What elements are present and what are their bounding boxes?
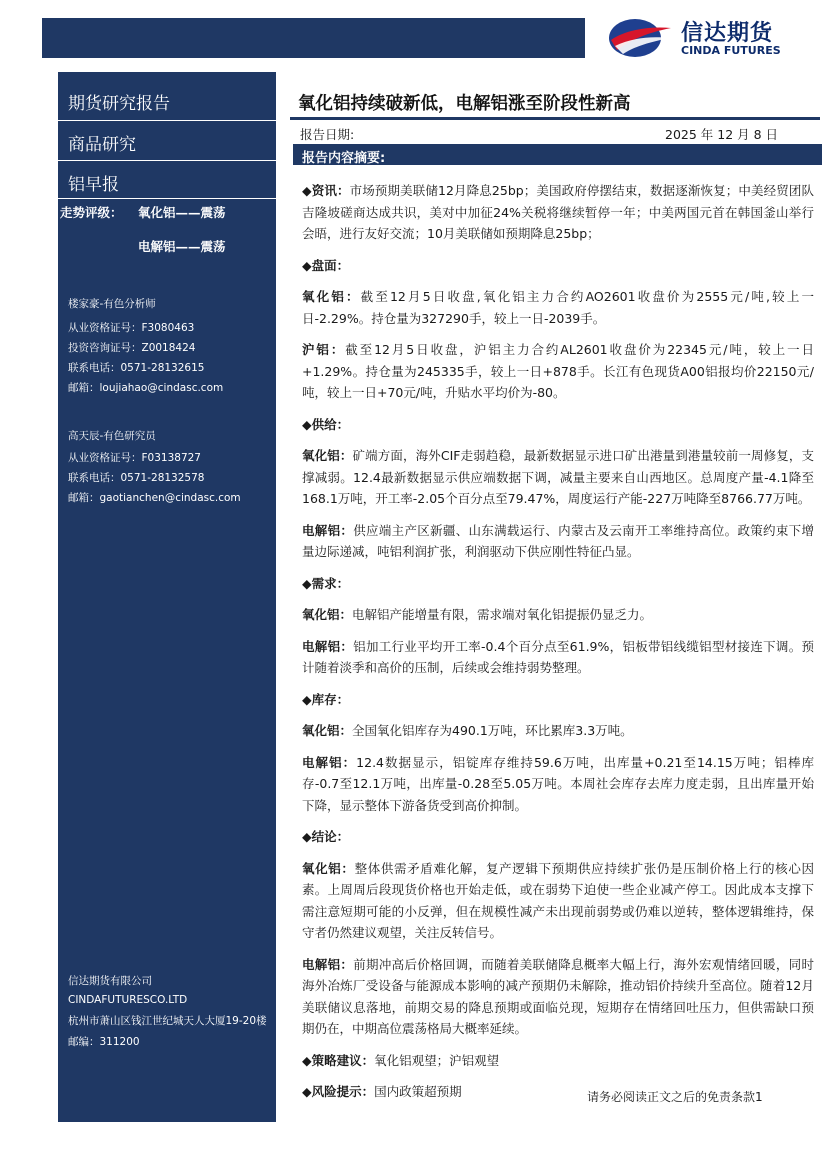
item-label: 电解铝： [302, 956, 354, 972]
inventory-alumina-paragraph [302, 720, 814, 742]
inventory-el-paragraph [302, 752, 814, 817]
item-label: 电解铝： [302, 638, 354, 654]
sidebar-category-aluminum: 铝早报 [68, 175, 119, 195]
item-label: 氧化铝： [302, 289, 361, 304]
item-label: 氧化铝： [302, 860, 355, 876]
sidebar [58, 72, 276, 1122]
item-text: 12.4数据显示，铝锭库存维持59.6万吨，出库量+0.21至14.15万吨；铝棒库存-0.7至12.1万吨，出库量-0.28至5.05万吨。本周社会库存去库力度走弱，且出库量开始下降，显示整体下游备货受到高价抑制。 [302, 754, 814, 813]
item-text: 截至12月5日收盘，沪铝主力合约AL2601收盘价为22345元/吨，较上一日+1.29%。持仓量为245335手，较上一日+878手。长江有色现货A00铝报均价22150元/吨，较上一日+70元/吨，升贴水平均价为-80。 [302, 342, 814, 400]
company-website[interactable]: CINDAFUTURESCO.LTD [68, 994, 188, 1006]
sidebar-category-report-type: 期货研究报告 [68, 94, 170, 114]
analyst-email[interactable]: 邮箱：loujiahao@cindasc.com [68, 382, 224, 394]
section-label-risk: ◆风险提示： [302, 1084, 375, 1099]
demand-alumina-paragraph [302, 604, 814, 626]
item-text: 矿端方面，海外CIF走弱趋稳，最新数据显示进口矿出港量到港量较前一周修复，支撑减弱。12.4最新数据显示供应端数据下调，减量主要来自山西地区。总周度产量-4.1降至168.1万吨，开工率-2.05个百分点至79.47%，周度运行产能-227万吨降至8766.77万吨。 [302, 448, 814, 506]
item-label: 电解铝： [302, 522, 354, 538]
analyst-email[interactable]: 邮箱：gaotianchen@cindasc.com [68, 492, 241, 504]
logo-swoosh-icon [605, 16, 675, 60]
section-label-supply: ◆供给： [302, 416, 350, 432]
risk-text: 国内政策超预期 [374, 1084, 462, 1099]
header-bar [42, 18, 585, 58]
item-label: 沪铝： [302, 342, 346, 357]
footer-disclaimer-note: 请务必阅读正文之后的免责条款1 [587, 1090, 763, 1104]
market-alumina-paragraph [302, 286, 814, 329]
company-name: 信达期货有限公司 [68, 975, 152, 987]
strategy-paragraph [302, 1050, 814, 1072]
report-title: 氧化铝持续破新低，电解铝涨至阶段性新高 [298, 94, 631, 114]
summary-header-label: 报告内容摘要: [302, 151, 386, 166]
demand-el-paragraph [302, 636, 814, 679]
sidebar-category-commodity: 商品研究 [68, 135, 136, 155]
section-label-strategy: ◆策略建议： [302, 1052, 375, 1068]
logo-text: 信达期货 [681, 21, 774, 46]
analyst-phone: 联系电话：0571-28132615 [68, 362, 205, 374]
section-heading-supply [302, 414, 814, 436]
news-text: 市场预期美联储12月降息25bp；美国政府停摆结束，数据逐渐恢复；中美经贸团队吉隆坡磋商达成共识，美对中加征24%关税将继续暂停一年；中美两国元首在韩国釜山举行会晤，进行友好交流；10月美联储如预期降息25bp； [302, 183, 814, 241]
conclusion-alumina-paragraph [302, 858, 814, 944]
strategy-text: 氧化铝观望；沪铝观望 [374, 1052, 500, 1068]
item-label: 氧化铝： [302, 607, 353, 622]
sidebar-divider [58, 160, 276, 161]
analyst-name: 高天辰-有色研究员 [68, 430, 156, 442]
section-label-market: ◆盘面： [302, 257, 350, 273]
rating-label: 走势评级： [60, 205, 123, 220]
rating-electrolytic-aluminum: 电解铝——震荡 [138, 239, 226, 254]
section-heading-demand [302, 573, 814, 595]
company-postcode: 邮编：311200 [68, 1036, 140, 1048]
section-label-demand: ◆需求： [302, 575, 350, 591]
market-al-paragraph [302, 339, 814, 404]
sidebar-divider [58, 120, 276, 121]
title-divider [290, 117, 820, 120]
section-heading-conclusion [302, 826, 814, 848]
item-text: 全国氧化铝库存为490.1万吨，环比累库3.3万吨。 [352, 723, 633, 738]
section-heading-inventory [302, 689, 814, 711]
report-date: 2025 年 12 月 8 日 [665, 127, 779, 142]
analyst-consult-number: 投资咨询证号：Z0018424 [68, 342, 196, 354]
news-paragraph [302, 180, 814, 245]
supply-el-paragraph [302, 520, 814, 563]
item-text: 整体供需矛盾难化解，复产逻辑下预期供应持续扩张仍是压制价格上行的核心因素。上周周后段现货价格也开始走低，或在弱势下迫使一些企业减产停工。因此成本支撑下需注意短期可能的小反弹，但在规模性减产未出现前弱势或仍难以逆转，整体逻辑维持，保守者仍然建议观望，关注反转信号。 [302, 860, 814, 940]
item-text: 截至12月5日收盘,氧化铝主力合约AO2601收盘价为2555元/吨,较上一日-2.29%。持仓量为327290手，较上一日-2039手。 [302, 289, 814, 326]
analyst-phone: 联系电话：0571-28132578 [68, 472, 205, 484]
supply-alumina-paragraph [302, 445, 814, 510]
item-text: 前期冲高后价格回调，而随着美联储降息概率大幅上行，海外宏观情绪回暖，同时海外冶炼厂受设备与能源成本影响的减产预期仍未解除，推动铝价持续升至高位。随着12月美联储议息落地，前期交易的降息预期或面临兑现，短期存在情绪回吐压力，但供需缺口预期仍在，中期高位震荡格局大概率延续。 [302, 956, 814, 1036]
section-label-conclusion: ◆结论： [302, 829, 350, 844]
analyst-qualification: 从业资格证号：F03138727 [68, 452, 201, 464]
item-text: 电解铝产能增量有限，需求端对氧化铝提振仍显乏力。 [352, 607, 653, 622]
company-address: 杭州市萧山区钱江世纪城天人大厦19-20楼 [68, 1015, 267, 1027]
section-heading-market [302, 255, 814, 277]
item-label: 氧化铝： [302, 723, 353, 738]
report-content [302, 180, 814, 1113]
rating-alumina: 氧化铝——震荡 [138, 205, 226, 220]
logo-text-english: CINDA FUTURES [681, 44, 781, 57]
conclusion-el-paragraph [302, 954, 814, 1040]
item-label: 氧化铝： [302, 448, 353, 463]
section-label-inventory: ◆库存： [302, 691, 350, 707]
item-text: 供应端主产区新疆、山东满载运行、内蒙古及云南开工率维持高位。政策约束下增量边际递减，吨铝利润扩张，利润驱动下供应刚性特征凸显。 [302, 522, 814, 559]
section-label-news: ◆资讯： [302, 183, 350, 198]
company-logo [605, 16, 795, 60]
report-date-label: 报告日期: [300, 127, 355, 142]
item-text: 铝加工行业平均开工率-0.4个百分点至61.9%，铝板带铝线缆铝型材接连下调。预计随着淡季和高价的压制，后续或会维持弱势整理。 [302, 638, 814, 675]
analyst-name: 楼家豪-有色分析师 [68, 298, 156, 310]
item-label: 电解铝： [302, 754, 357, 770]
sidebar-divider [58, 198, 276, 199]
analyst-qualification: 从业资格证号：F3080463 [68, 322, 195, 334]
